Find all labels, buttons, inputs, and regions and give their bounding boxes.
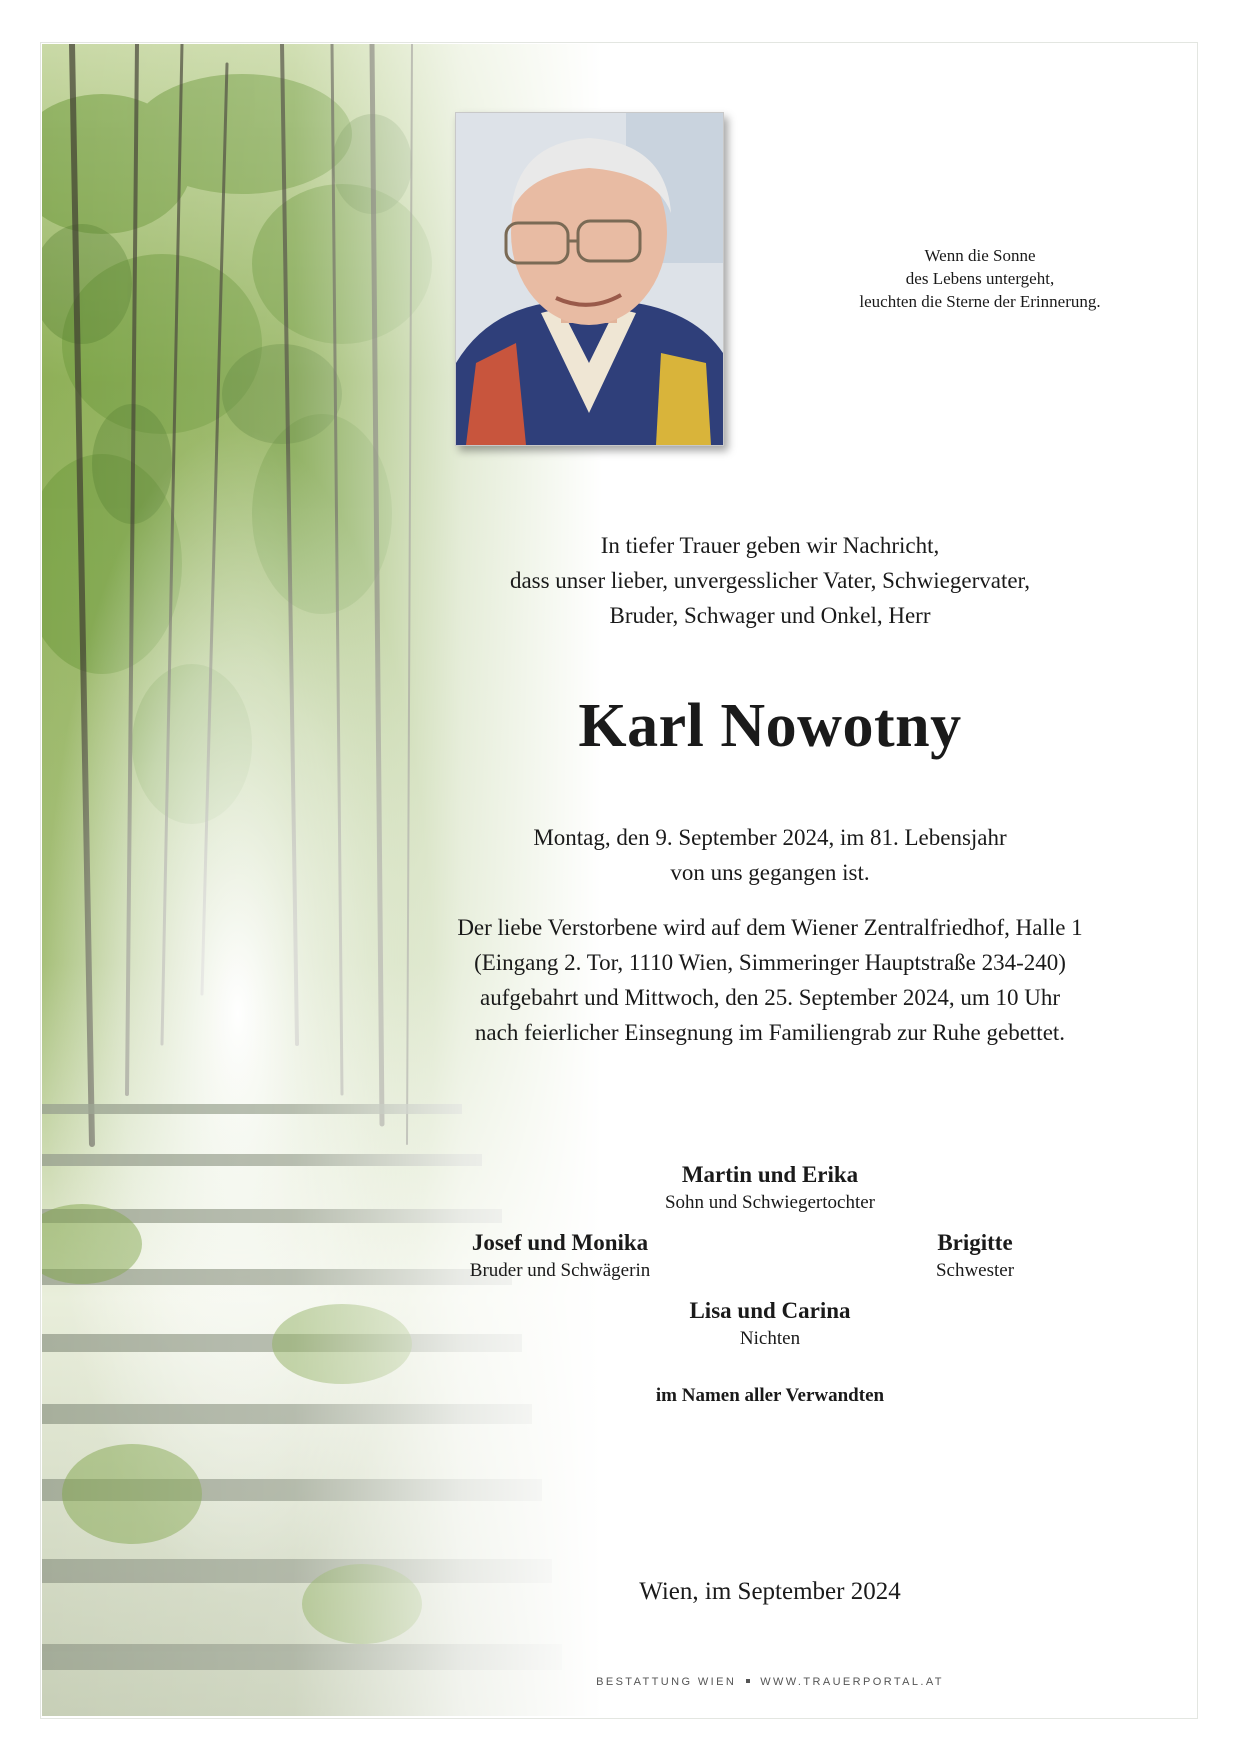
relatives-note: im Namen aller Verwandten (655, 1385, 885, 1406)
quote-line: des Lebens untergeht, (905, 269, 1055, 288)
footer-website: WWW.TRAUERPORTAL.AT (760, 1676, 944, 1688)
mourner-relation: Bruder und Schwägerin (469, 1260, 651, 1281)
portrait-photo (455, 112, 724, 446)
funeral-line: (Eingang 2. Tor, 1110 Wien, Simmeringer Hauptstraße 234-240) (474, 950, 1066, 975)
funeral-line: Der liebe Verstorbene wird auf dem Wiener Zentralfriedhof, Halle 1 (457, 915, 1083, 940)
funeral-line: aufgebahrt und Mittwoch, den 25. September 2024, um 10 Uhr (480, 985, 1060, 1010)
quote-line: leuchten die Sterne der Erinnerung. (859, 292, 1101, 311)
separator-dot-icon (746, 1679, 750, 1683)
intro-line: Bruder, Schwager und Onkel, Herr (609, 603, 931, 628)
mourner-entry (590, 1160, 950, 1216)
mourner-names: Josef und Monika (471, 1230, 649, 1255)
date-line: Montag, den 9. September 2024, im 81. Lebensjahr (533, 825, 1007, 850)
memorial-quote (800, 244, 1160, 313)
death-date (390, 820, 1150, 890)
intro-line: In tiefer Trauer geben wir Nachricht, (600, 533, 940, 558)
mourner-relation: Nichten (739, 1328, 801, 1349)
mourner-entry (590, 1296, 950, 1352)
mourner-names: Martin und Erika (681, 1162, 859, 1187)
mourner-entry (795, 1228, 1155, 1284)
mourner-names: Lisa und Carina (689, 1298, 851, 1323)
intro-line: dass unser lieber, unvergesslicher Vater, Schwiegervater, (509, 568, 1031, 593)
funeral-line: nach feierlicher Einsegnung im Familiengrab zur Ruhe gebettet. (474, 1020, 1066, 1045)
place-date: Wien, im September 2024 (639, 1578, 901, 1605)
mourner-entry (380, 1228, 740, 1284)
mourner-names: Brigitte (937, 1230, 1013, 1255)
announcement-intro (390, 528, 1150, 633)
deceased-name: Karl Nowotny (578, 692, 962, 760)
date-line: von uns gegangen ist. (670, 860, 870, 885)
mourner-relation: Sohn und Schwiegertochter (664, 1192, 875, 1213)
footer-undertaker: BESTATTUNG WIEN (596, 1676, 737, 1688)
mourner-relation: Schwester (935, 1260, 1015, 1281)
footer-credit (540, 1676, 1000, 1688)
funeral-details (390, 910, 1150, 1050)
quote-line: Wenn die Sonne (924, 246, 1036, 265)
